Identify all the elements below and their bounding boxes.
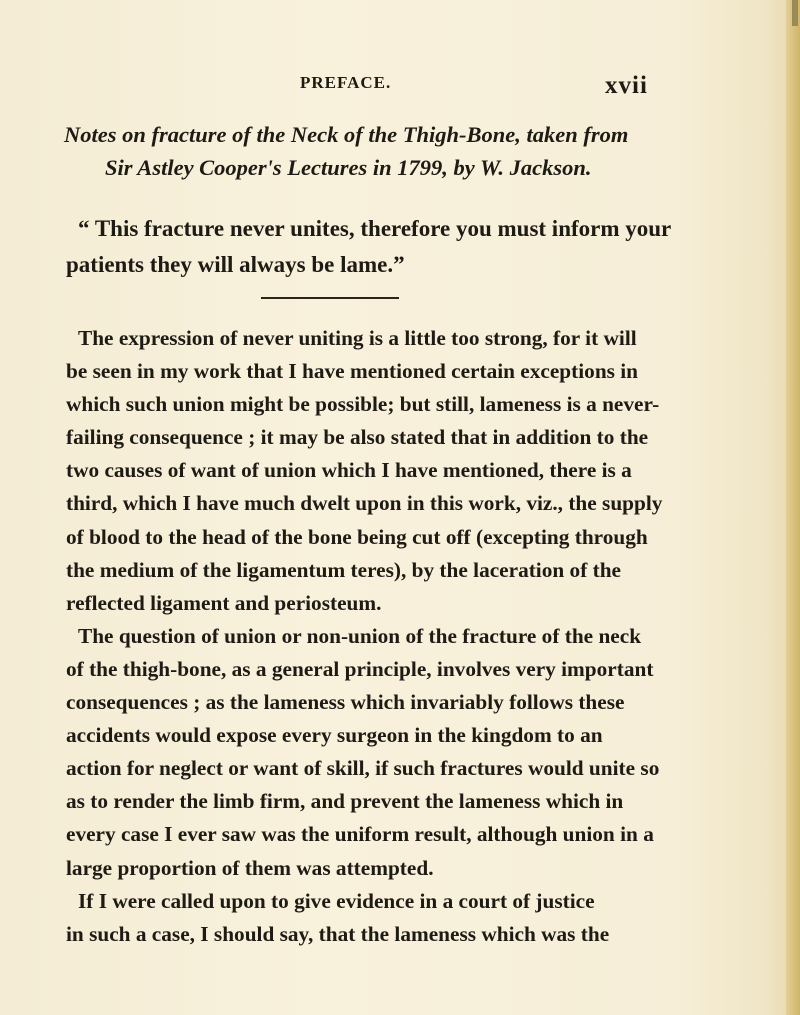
text-line: be seen in my work that I have mentioned certain exceptions in [66,359,639,384]
text-line: as to render the limb firm, and prevent the lameness which in [66,789,624,814]
text-line: The question of union or non-union of the fracture of the neck [78,623,642,648]
body-text [66,322,766,951]
text-line: action for neglect or want of skill, if such fractures would unite so [66,756,660,781]
notes-title [64,118,764,184]
notes-title-line-2: Sir Astley Cooper's Lectures in 1799, by W. Jackson. [105,155,592,180]
text-line: in such a case, I should say, that the lameness which was the [66,921,610,946]
text-line: every case I ever saw was the uniform result, although union in a [66,822,654,847]
running-head: PREFACE. [300,73,392,92]
notes-title-line-1: Notes on fracture of the Neck of the Thigh-Bone, taken from [64,122,629,147]
page-edge [786,0,800,1015]
text-line: reflected ligament and periosteum. [66,590,382,615]
section-divider [261,297,399,299]
text-line: the medium of the ligamentum teres), by the laceration of the [66,557,621,582]
page-number: xvii [605,72,648,99]
text-line: The expression of never uniting is a little too strong, for it will [78,326,637,350]
text-line: third, which I have much dwelt upon in this work, viz., the supply [66,491,663,516]
lecture-quote [66,211,766,283]
text-line: failing consequence ; it may be also stated that in addition to the [66,425,649,450]
text-line: accidents would expose every surgeon in the kingdom to an [66,723,603,748]
text-line: which such union might be possible; but still, lameness is a never- [66,392,660,417]
text-line: large proportion of them was attempted. [66,855,434,880]
text-line: of the thigh-bone, as a general principle, involves very important [66,656,654,681]
quote-line-2: patients they will always be lame.” [66,252,405,277]
text-line: If I were called upon to give evidence in a court of justice [78,888,595,913]
text-line: two causes of want of union which I have mentioned, there is a [66,458,632,483]
quote-line-1: “ This fracture never unites, therefore you must inform your [78,216,672,241]
text-line: consequences ; as the lameness which invariably follows these [66,690,625,715]
text-line: of blood to the head of the bone being cut off (excepting through [66,524,648,549]
edge-mark [792,0,798,26]
